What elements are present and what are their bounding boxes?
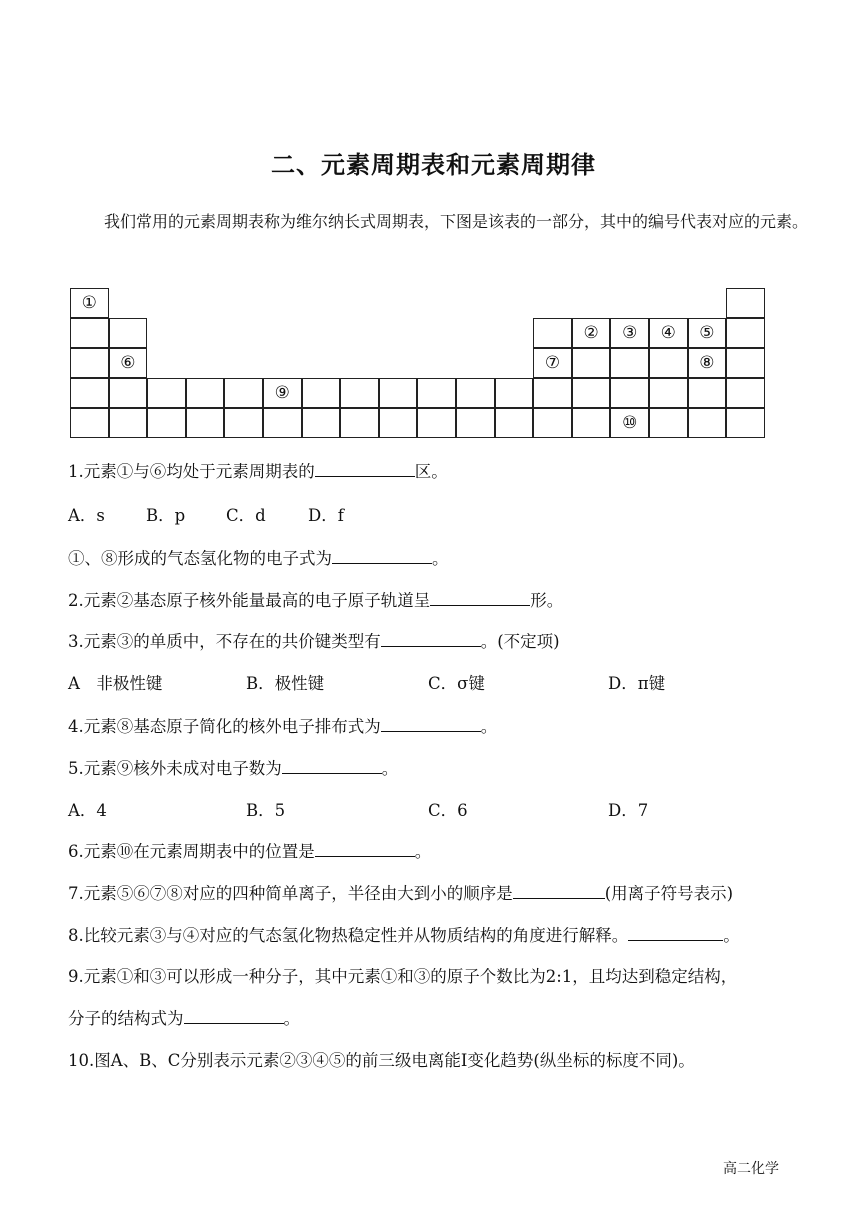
table-cell: [456, 408, 495, 438]
option-c[interactable]: C．σ键: [428, 674, 485, 693]
question-5: 5.元素⑨核外未成对电子数为 。: [68, 755, 398, 779]
option-a[interactable]: A．s: [68, 506, 105, 525]
table-cell: [610, 378, 649, 408]
table-cell: [263, 378, 302, 408]
question-1: 1.元素①与⑥均处于元素周期表的 区。: [68, 458, 448, 482]
table-cell: [726, 408, 765, 438]
table-cell: [726, 378, 765, 408]
table-cell: [688, 318, 727, 348]
table-cell: [302, 378, 341, 408]
table-cell: [70, 348, 109, 378]
table-cell: [417, 408, 456, 438]
table-cell: [340, 378, 379, 408]
answer-blank[interactable]: [381, 630, 481, 648]
answer-blank[interactable]: [315, 460, 415, 478]
option-b[interactable]: B．5: [246, 801, 286, 820]
table-cell: [533, 318, 572, 348]
table-cell: [688, 408, 727, 438]
answer-blank[interactable]: [513, 882, 605, 900]
table-cell: [70, 288, 109, 318]
question-7: 7.元素⑤⑥⑦⑧对应的四种简单离子，半径由大到小的顺序是 (用离子符号表示): [68, 880, 733, 904]
table-cell: [533, 348, 572, 378]
table-cell: [649, 318, 688, 348]
question-4: 4.元素⑧基态原子简化的核外电子排布式为 。: [68, 713, 497, 737]
question-1-text: 1.元素①与⑥均处于元素周期表的: [68, 462, 315, 481]
table-cell: [70, 408, 109, 438]
question-9: 9.元素①和③可以形成一种分子，其中元素①和③的原子个数比为2:1，且均达到稳定结构，: [68, 967, 738, 986]
table-cell: [224, 408, 263, 438]
table-cell: [263, 408, 302, 438]
table-cell: [379, 408, 418, 438]
element-label-3: ③: [622, 323, 638, 343]
table-cell: [147, 378, 186, 408]
table-cell: [495, 408, 534, 438]
table-cell: [649, 408, 688, 438]
table-cell: [186, 378, 225, 408]
option-a[interactable]: A．4: [68, 801, 107, 820]
question-8: 8.比较元素③与④对应的气态氢化物热稳定性并从物质结构的角度进行解释。 。: [68, 922, 740, 946]
table-cell: [688, 378, 727, 408]
element-label-7: ⑦: [544, 353, 561, 373]
table-cell: [147, 408, 186, 438]
option-d[interactable]: D．f: [308, 506, 344, 525]
table-cell: [610, 408, 649, 438]
table-cell: [456, 378, 495, 408]
table-cell: [572, 408, 611, 438]
table-cell: [109, 378, 148, 408]
question-9-continued: 分子的结构式为 。: [68, 1005, 300, 1029]
table-cell: [186, 408, 225, 438]
table-cell: [572, 348, 611, 378]
option-c[interactable]: C．6: [428, 801, 468, 820]
table-cell: [572, 378, 611, 408]
question-3: 3.元素③的单质中，不存在的共价键类型有 。(不定项): [68, 628, 560, 652]
table-cell: [109, 318, 148, 348]
table-cell: [726, 318, 765, 348]
table-cell: [417, 378, 456, 408]
table-cell: [610, 348, 649, 378]
answer-blank[interactable]: [430, 589, 530, 607]
footer-subject: 高二化学: [723, 1161, 779, 1177]
table-cell: [302, 408, 341, 438]
option-b[interactable]: B．极性键: [246, 674, 325, 693]
table-cell: [70, 318, 109, 348]
element-label-6: ⑥: [120, 353, 136, 373]
element-label-4: ④: [660, 323, 676, 343]
table-cell: [726, 348, 765, 378]
table-cell: [688, 348, 727, 378]
question-10: 10.图A、B、C分别表示元素②③④⑤的前三级电离能I变化趋势(纵坐标的标度不同)。: [68, 1051, 695, 1070]
element-label-2: ②: [583, 323, 599, 343]
table-cell: [379, 378, 418, 408]
element-label-10: ⑩: [622, 413, 638, 433]
answer-blank[interactable]: [628, 924, 723, 942]
option-d[interactable]: D．7: [608, 801, 649, 820]
table-cell: [224, 378, 263, 408]
table-cell: [495, 378, 534, 408]
element-label-9: ⑨: [274, 383, 290, 403]
question-2: 2.元素②基态原子核外能量最高的电子原子轨道呈 形。: [68, 587, 563, 611]
table-cell: [610, 318, 649, 348]
answer-blank[interactable]: [282, 757, 382, 775]
option-d[interactable]: D．π键: [608, 674, 666, 693]
table-cell: [649, 378, 688, 408]
answer-blank[interactable]: [184, 1007, 284, 1025]
option-b[interactable]: B．p: [146, 506, 186, 525]
answer-blank[interactable]: [332, 547, 432, 565]
answer-blank[interactable]: [381, 715, 481, 733]
table-cell: [533, 378, 572, 408]
table-cell: [572, 318, 611, 348]
option-c[interactable]: C．d: [226, 506, 266, 525]
table-cell: [649, 348, 688, 378]
option-a[interactable]: A 非极性键: [68, 674, 163, 693]
table-cell: [109, 408, 148, 438]
page-title: 二、元素周期表和元素周期律: [271, 151, 596, 179]
question-6: 6.元素⑩在元素周期表中的位置是 。: [68, 838, 431, 862]
table-cell: [70, 378, 109, 408]
table-cell: [109, 348, 148, 378]
element-label-8: ⑧: [699, 353, 715, 373]
table-cell: [533, 408, 572, 438]
element-label-1: ①: [81, 293, 97, 313]
question-1b: ①、⑧形成的气态氢化物的电子式为 。: [68, 545, 449, 569]
table-cell: [726, 288, 765, 318]
intro-paragraph: 我们常用的元素周期表称为维尔纳长式周期表，下图是该表的一部分，其中的编号代表对应的元素。: [104, 212, 809, 231]
answer-blank[interactable]: [315, 840, 415, 858]
element-label-5: ⑤: [699, 323, 715, 343]
table-cell: [340, 408, 379, 438]
